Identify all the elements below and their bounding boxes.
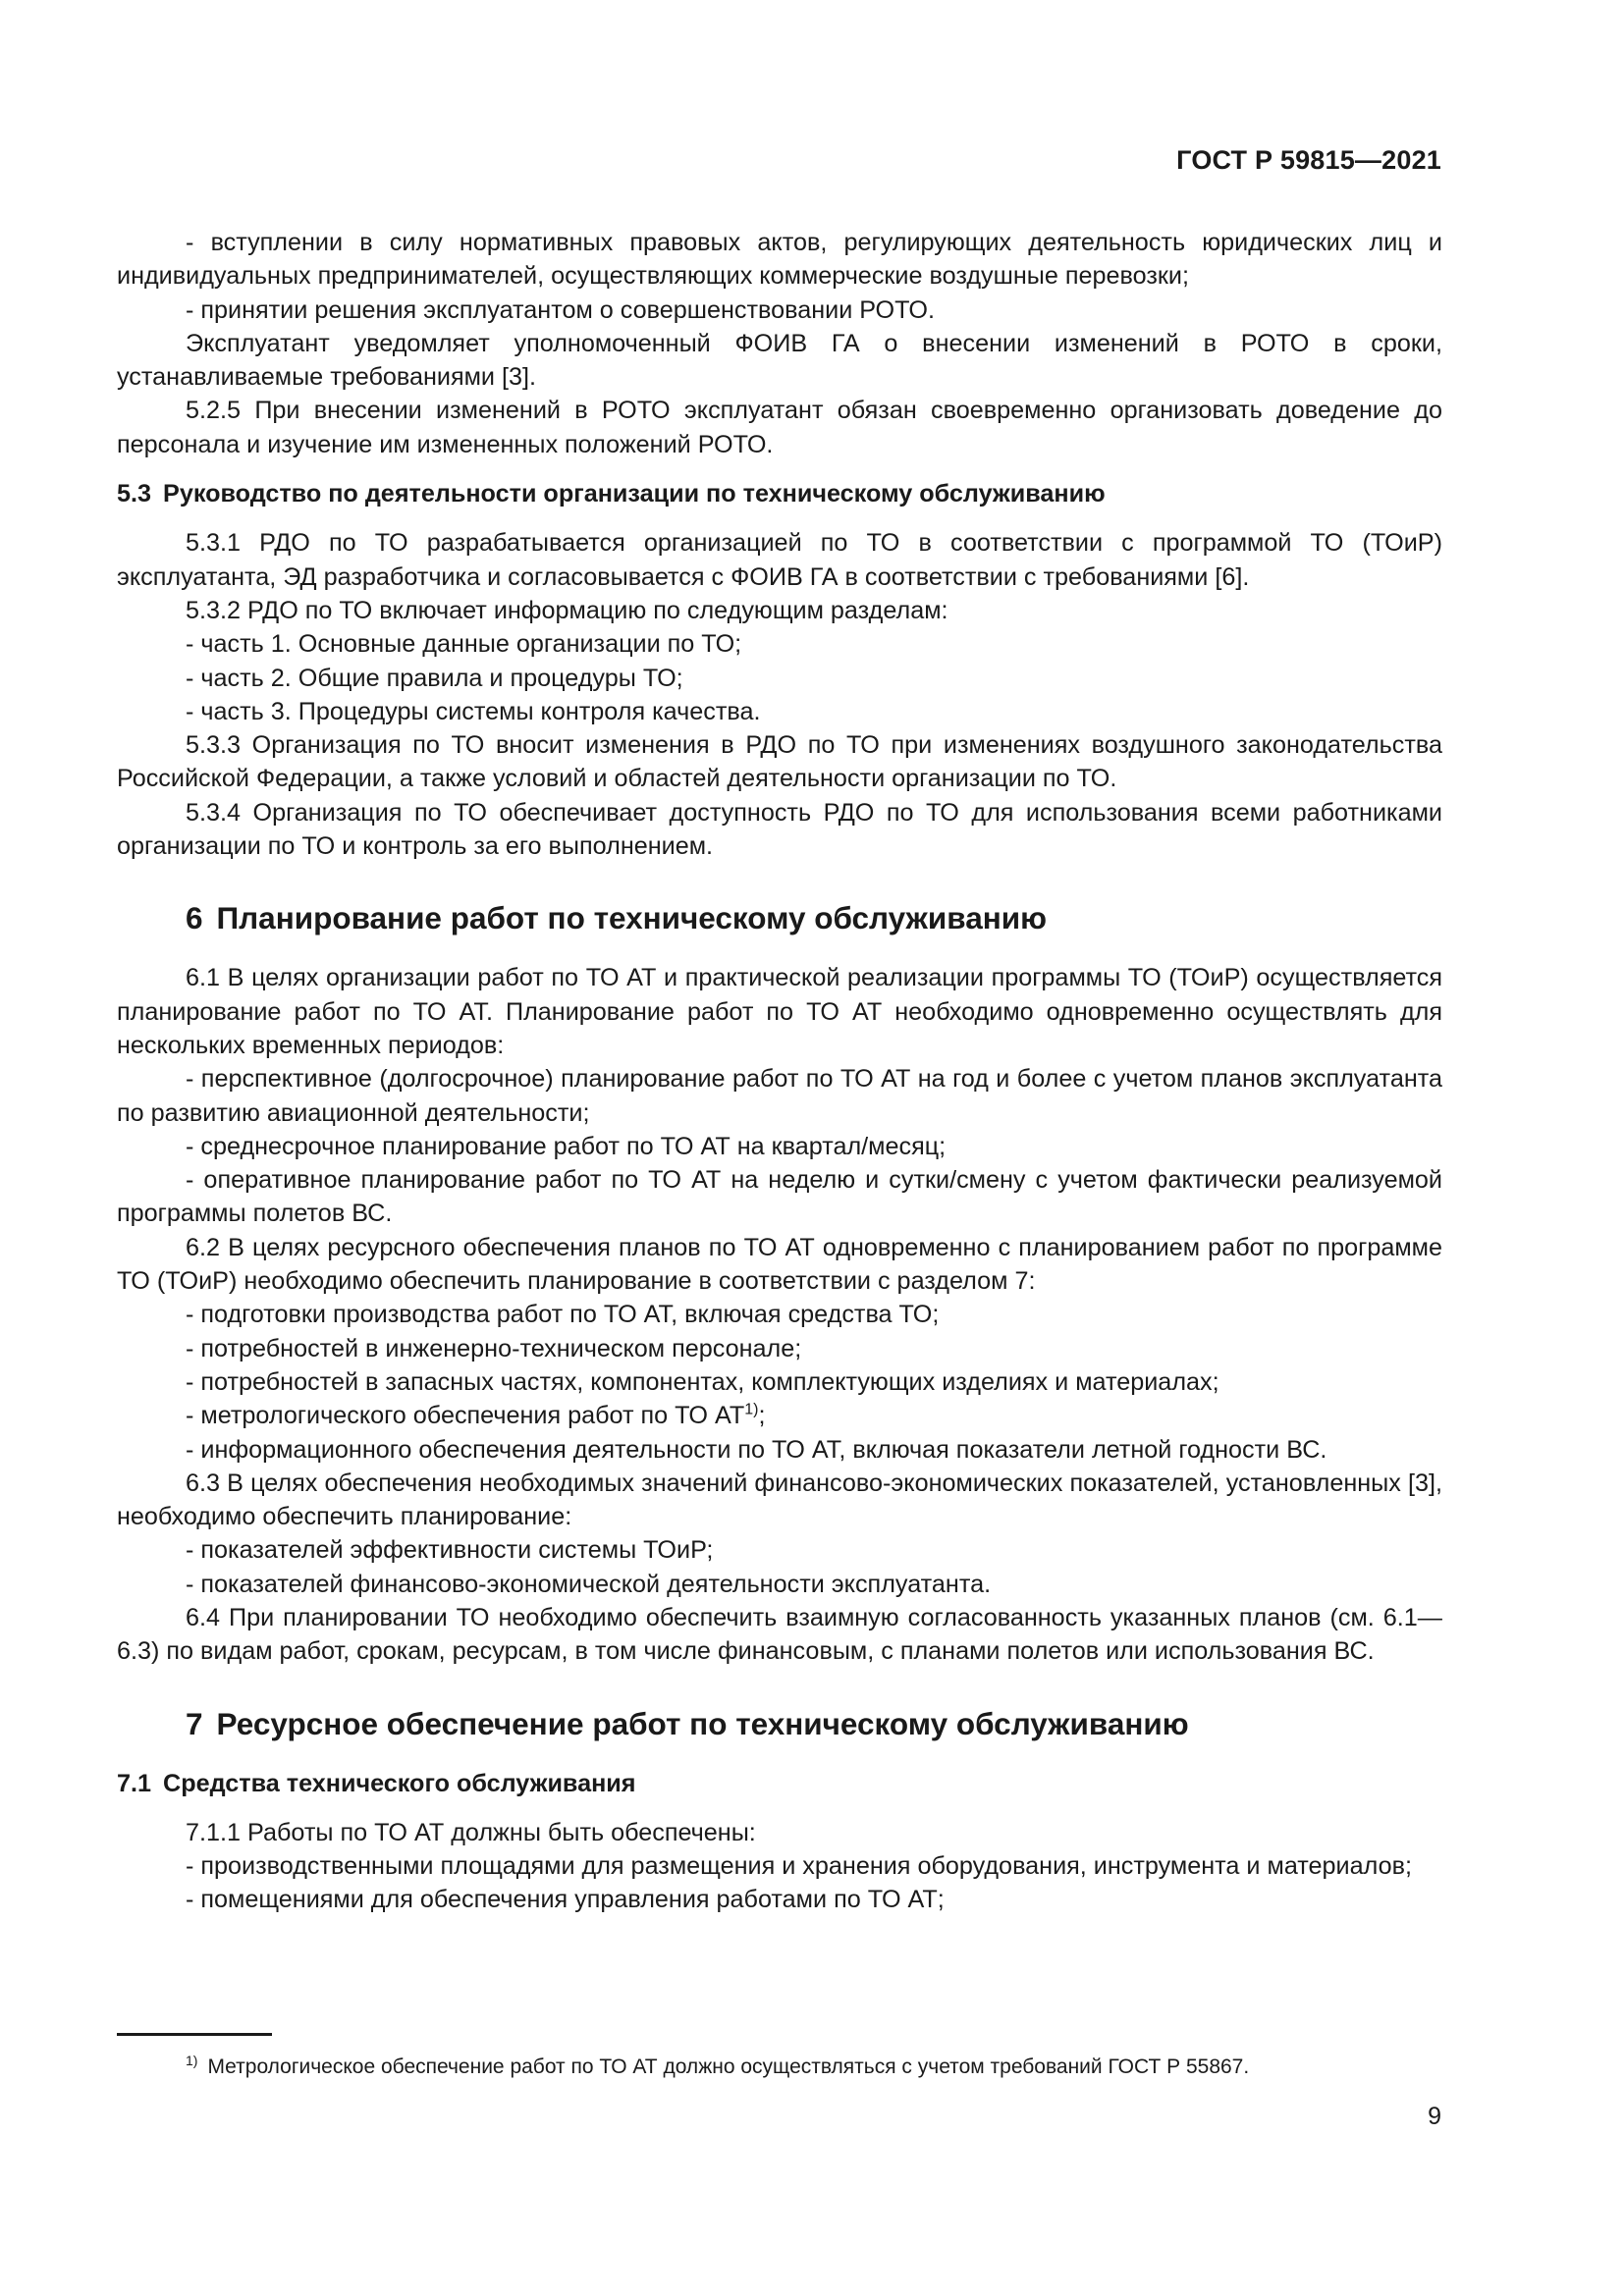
paragraph [117, 1433, 1442, 1467]
footnote-mark: 1) [186, 2053, 198, 2068]
paragraph-text: - часть 3. Процедуры системы контроля качества. [186, 697, 761, 725]
page-number: 9 [1428, 2103, 1441, 2130]
paragraph [117, 226, 1442, 294]
paragraph-text: - подготовки производства работ по ТО АТ, включая средства ТО; [186, 1301, 940, 1329]
footnote [117, 2054, 1442, 2081]
paragraph [117, 1399, 1442, 1432]
paragraph-text: 7.1.1 Работы по ТО АТ должны быть обеспечены: [186, 1818, 756, 1846]
paragraph [117, 662, 1442, 695]
subsection-title: Средства технического обслуживания [163, 1769, 636, 1797]
footnote-separator [117, 2033, 272, 2036]
paragraph [117, 1163, 1442, 1231]
paragraph [117, 1533, 1442, 1567]
section-number: 6 [186, 900, 203, 936]
subsection-heading [117, 477, 1442, 510]
paragraph-text: - показателей финансово-экономической деятельности эксплуатанта. [186, 1570, 992, 1598]
paragraph-text: - вступлении в силу нормативных правовых актов, регулирующих деятельность юридических лиц и индивидуальных предпринимателей, осуществляющих коммерческие воздушные перевозки; [117, 229, 1442, 291]
paragraph-text: - перспективное (долгосрочное) планирование работ по ТО АТ на год и более с учетом планов эксплуатанта по развитию авиационной деятельности; [117, 1065, 1442, 1127]
paragraph [117, 294, 1442, 327]
subsection-title: Руководство по деятельности организации по техническому обслуживанию [163, 480, 1106, 508]
paragraph-text: - принятии решения эксплуатантом о совершенствовании РОТО. [186, 295, 935, 324]
paragraph [117, 1332, 1442, 1365]
section-number: 7 [186, 1705, 203, 1741]
paragraph [117, 1231, 1442, 1299]
paragraph-text: - среднесрочное планирование работ по ТО АТ на квартал/месяц; [186, 1132, 947, 1160]
paragraph [117, 627, 1442, 661]
paragraph [117, 1601, 1442, 1669]
paragraph [117, 1816, 1442, 1849]
paragraph [117, 1883, 1442, 1916]
paragraph-text: - часть 1. Основные данные организации по ТО; [186, 630, 742, 659]
paragraph-text: 6.3 В целях обеспечения необходимых значений финансово-экономических показателей, установленных [3], необходимо обеспечить планирование: [117, 1468, 1442, 1531]
paragraph-text: 5.3.2 РДО по ТО включает информацию по следующим разделам: [186, 596, 948, 624]
paragraph-text: 6.2 В целях ресурсного обеспечения планов по ТО АТ одновременно с планированием работ по программе ТО (ТОиР) необходимо обеспечить планирование в соответствии с разделом 7: [117, 1233, 1442, 1296]
paragraph-text: - потребностей в запасных частях, компонентах, комплектующих изделиях и материалах; [186, 1367, 1219, 1396]
paragraph [117, 1467, 1442, 1534]
paragraph [117, 394, 1442, 461]
paragraph-text: - производственными площадями для размещения и хранения оборудования, инструмента и материалов; [186, 1852, 1412, 1881]
paragraph-text: - оперативное планирование работ по ТО АТ на неделю и сутки/смену с учетом фактически реализуемой программы полетов ВС. [117, 1166, 1442, 1228]
paragraph-text: - потребностей в инженерно-техническом персонале; [186, 1334, 802, 1362]
paragraph-text: 6.1 В целях организации работ по ТО АТ и практической реализации программы ТО (ТОиР) осуществляется планирование работ по ТО АТ. Планирование работ по ТО АТ необходимо одновременно осуществлять для нескольких временных периодов: [117, 964, 1442, 1059]
paragraph [117, 327, 1442, 395]
paragraph [117, 1130, 1442, 1163]
section-title: Ресурсное обеспечение работ по техническому обслуживанию [216, 1705, 1189, 1741]
subsection-heading [117, 1767, 1442, 1800]
paragraph-text: 6.4 При планировании ТО необходимо обеспечить взаимную согласованность указанных планов (см. 6.1—6.3) по видам работ, срокам, ресурсам, в том числе финансовым, с планами полетов или использования ВС. [117, 1603, 1442, 1666]
paragraph-text: 5.3.4 Организация по ТО обеспечивает доступность РДО по ТО для использования всеми работниками организации по ТО и контроль за его выполнением. [117, 798, 1442, 861]
paragraph-text: Эксплуатант уведомляет уполномоченный ФОИВ ГА о внесении изменений в РОТО в сроки, устанавливаемые требованиями [3]. [117, 329, 1442, 392]
footnote-reference: 1) [744, 1401, 759, 1418]
paragraph-text: - информационного обеспечения деятельности по ТО АТ, включая показатели летной годности ВС. [186, 1435, 1327, 1464]
paragraph-text: - метрологического обеспечения работ по ТО АТ [186, 1402, 745, 1430]
paragraph-text: - часть 2. Общие правила и процедуры ТО; [186, 664, 683, 692]
paragraph [117, 695, 1442, 728]
subsection-number: 5.3 [117, 480, 152, 508]
paragraph [117, 526, 1442, 594]
section-heading [117, 1704, 1442, 1743]
paragraph [117, 728, 1442, 796]
section-title: Планирование работ по техническому обслуживанию [216, 900, 1048, 936]
paragraph [117, 1568, 1442, 1601]
paragraph [117, 594, 1442, 627]
paragraph [117, 1365, 1442, 1399]
paragraph-tail: ; [758, 1402, 766, 1430]
paragraph [117, 1062, 1442, 1130]
paragraph-text: - помещениями для обеспечения управления работами по ТО АТ; [186, 1886, 945, 1914]
paragraph [117, 961, 1442, 1062]
section-heading [117, 898, 1442, 937]
paragraph [117, 796, 1442, 864]
paragraph [117, 1849, 1442, 1883]
paragraph-text: - показателей эффективности системы ТОиР; [186, 1536, 714, 1565]
subsection-number: 7.1 [117, 1769, 152, 1797]
paragraph-text: 5.2.5 При внесении изменений в РОТО эксплуатант обязан своевременно организовать доведение до персонала и изучение им измененных положений РОТО. [117, 397, 1442, 458]
paragraph [117, 1298, 1442, 1331]
document-code-header: ГОСТ Р 59815—2021 [1176, 145, 1441, 175]
document-body [117, 226, 1442, 1917]
paragraph-text: 5.3.1 РДО по ТО разрабатывается организацией по ТО в соответствии с программой ТО (ТОиР) эксплуатанта, ЭД разработчика и согласовывается с ФОИВ ГА в соответствии с требованиями [6]. [117, 529, 1442, 591]
footnote-text: Метрологическое обеспечение работ по ТО АТ должно осуществляться с учетом требований ГОСТ Р 55867. [207, 2056, 1250, 2078]
paragraph-text: 5.3.3 Организация по ТО вносит изменения в РДО по ТО при изменениях воздушного законодательства Российской Федерации, а также условий и областей деятельности организации по ТО. [117, 731, 1442, 793]
